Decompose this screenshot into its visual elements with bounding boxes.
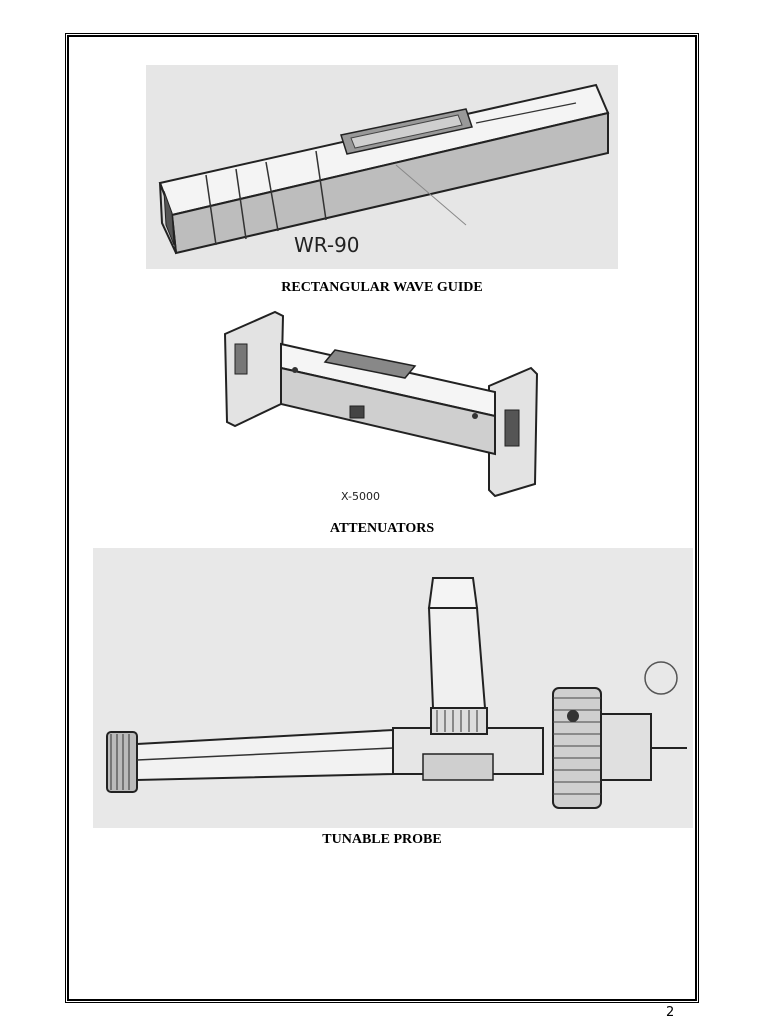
attenuator-illustration (205, 304, 563, 516)
waveguide-drawing (146, 65, 618, 269)
waveguide-label: WR-90 (294, 233, 360, 257)
attenuator-drawing (205, 304, 563, 516)
page-number: 2 (666, 1005, 675, 1020)
attenuator-caption: ATTENUATORS (329, 521, 435, 536)
tunable-probe-drawing (93, 548, 693, 828)
waveguide-illustration (146, 65, 618, 269)
tunable-probe-caption: TUNABLE PROBE (322, 832, 442, 847)
attenuator-label: X-5000 (341, 490, 380, 503)
waveguide-caption: RECTANGULAR WAVE GUIDE (281, 280, 483, 295)
tunable-probe-illustration (93, 548, 693, 828)
